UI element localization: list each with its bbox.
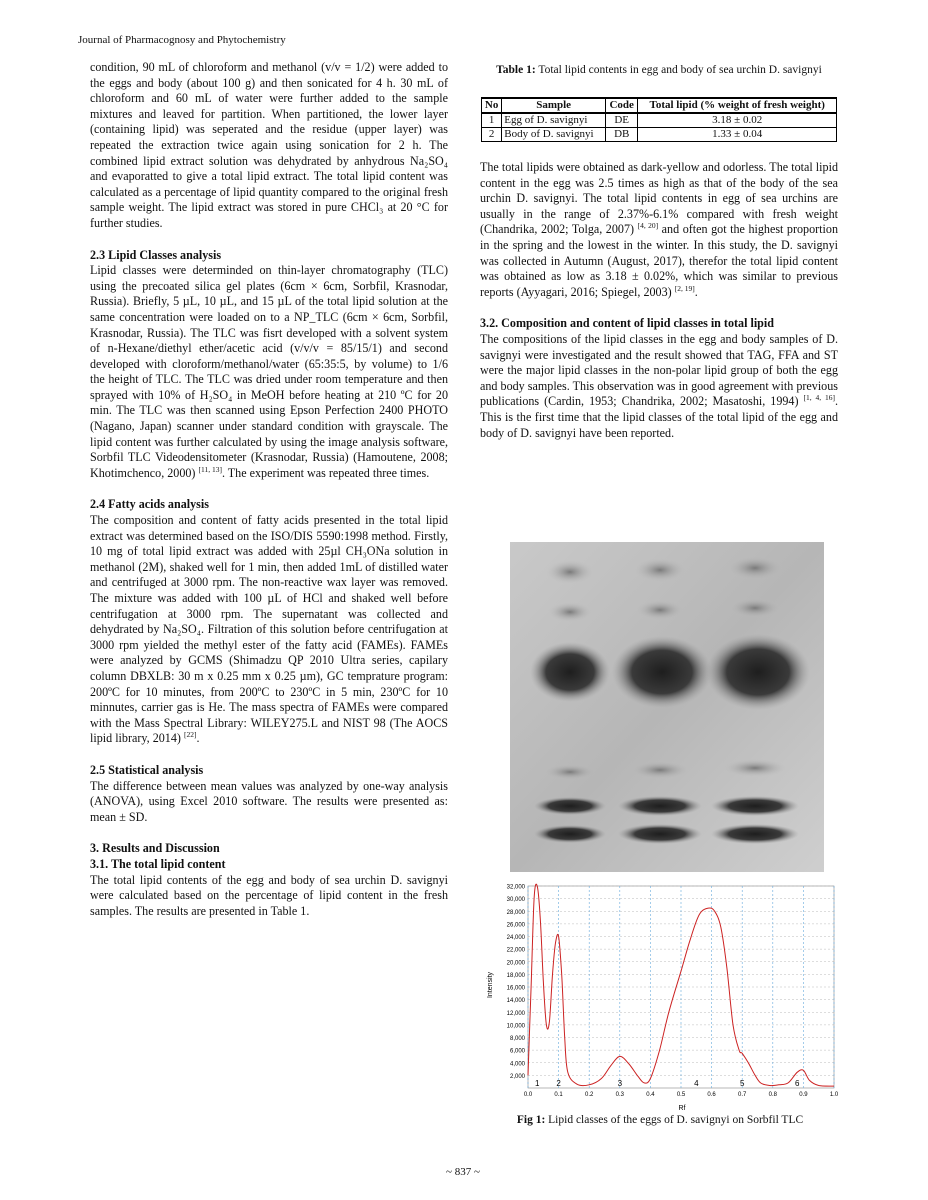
paragraph-lipid-composition: The compositions of the lipid classes in the egg and body samples of D. savignyi were investigated and the result showed that TAG, FFA and ST were the major lipid classes in the non-polar lipid group of both the egg and body samples. This observation was in good agreement with previous publications (Cardin, 1953; Chandrika, 2002; Masatoshi, 1994) [1, 4, 16]. This is the first time that the lipid classes of the total lipid of the egg and body of D. savignyi have been reported. — [480, 331, 838, 440]
table-row: 2 Body of D. savignyi DB 1.33 ± 0.04 — [482, 128, 837, 142]
table-header: No — [482, 98, 502, 113]
citation: [4, 20] — [637, 221, 659, 231]
paragraph-total-lipid: The total lipid contents of the egg and body of sea urchin D. savignyi were calculated based on the percentage of lipid content in the fresh samples. The results are presented in Table 1. — [90, 872, 448, 918]
densitometry-chart — [482, 880, 842, 1112]
x-tick-label: 1.0 — [829, 1092, 839, 1098]
y-tick-label: 14,000 — [506, 998, 525, 1005]
heading-fatty-acids: 2.4 Fatty acids analysis — [90, 497, 209, 512]
x-tick-label: 0.3 — [615, 1092, 624, 1098]
x-tick-label: 0.1 — [554, 1092, 563, 1098]
heading-total-lipid: 3.1. The total lipid content — [90, 856, 226, 871]
y-tick-label: 6,000 — [509, 1048, 525, 1055]
heading-results: 3. Results and Discussion — [90, 841, 220, 856]
y-tick-label: 2,000 — [509, 1073, 525, 1080]
x-tick-label: 0.7 — [738, 1092, 747, 1098]
paragraph-statistical: The difference between mean values was analyzed by one-way analysis (ANOVA), using Excel 2010 software. The results were presented as: mean ± SD. — [90, 778, 448, 824]
y-tick-label: 8,000 — [509, 1036, 525, 1042]
x-tick-label: 0.2 — [585, 1092, 594, 1098]
y-tick-label: 32,000 — [506, 884, 525, 891]
table-1 — [481, 97, 837, 142]
table-header: Code — [606, 98, 638, 113]
y-axis-label: Intensity — [487, 971, 494, 999]
journal-header: Journal of Pharmacognosy and Phytochemistry — [78, 34, 286, 46]
x-tick-label: 0.9 — [799, 1092, 808, 1098]
right-column — [480, 160, 838, 441]
y-tick-label: 20,000 — [506, 960, 525, 967]
x-axis-label: Rf — [678, 1105, 686, 1112]
peak-label: 2 — [556, 1079, 561, 1088]
y-tick-label: 24,000 — [506, 935, 525, 941]
y-tick-label: 26,000 — [506, 922, 525, 929]
left-column — [90, 60, 448, 919]
table-row: 1 Egg of D. savignyi DE 3.18 ± 0.02 — [482, 113, 837, 128]
heading-statistical: 2.5 Statistical analysis — [90, 762, 204, 777]
y-tick-label: 10,000 — [506, 1023, 525, 1030]
table-header: Total lipid (% weight of fresh weight) — [638, 98, 837, 113]
table-header: Sample — [502, 98, 606, 113]
y-tick-label: 18,000 — [506, 972, 525, 979]
heading-lipid-classes: 2.3 Lipid Classes analysis — [90, 247, 222, 262]
peak-label: 1 — [534, 1079, 540, 1088]
citation: [2, 19] — [674, 283, 695, 293]
figure-caption: Fig 1: Lipid classes of the eggs of D. savignyi on Sorbfil TLC — [516, 1114, 804, 1126]
y-tick-label: 4,000 — [509, 1061, 525, 1068]
heading-lipid-composition: 3.2. Composition and content of lipid classes in total lipid — [480, 316, 774, 331]
x-tick-label: 0.5 — [676, 1092, 686, 1098]
citation: [1, 4, 16] — [803, 393, 835, 403]
y-tick-label: 28,000 — [506, 909, 525, 916]
x-tick-label: 0.8 — [768, 1092, 777, 1098]
paragraph-fatty-acids: The composition and content of fatty acids presented in the total lipid extract was determined based on the ISO/DIS 5590:1998 method. Firstly, 10 mg of total lipid extract was added with 25µl CH₃ONa solution in methanol (2M), shaked well for 1 min, then added 1mL of distilled water and centrifuged at 3000 rpm. The non-reactive wax layer was removed. The mixture was added with 100 µL of HCl and shaked well before centrifugation at 3000 rpm. The supernatant was collected and dehydrated by Na₂SO₄. Filtration of this solution before centrifugation at 3000 rpm yielded the methyl ester of the fatty acid (FAMEs). FAMEs were analyzed by GCMS (Shimadzu QP 2010 Ultra series, capilary column DBXLB: 30 m x 0.25 mm x 0.25 µm), GC temprature program: 200ºC for 10 minutes, from 200ºC to 230ºC in 5 min, 230ºC for 10 minnutes, carrier gas is He. The mass spectra of FAMEs were compared with the Mass Spectral Library: WILEY275.L and NIST 98 (The AOCS lipid library, 2014) [22]. — [90, 513, 448, 746]
y-tick-label: 16,000 — [506, 985, 525, 992]
table-caption: Table 1: Total lipid contents in egg and body of sea urchin D. savignyi — [496, 64, 822, 76]
paragraph-total-lipid-discussion: The total lipids were obtained as dark-yellow and odorless. The total lipid content in the egg was 2.5 times as high as that of the body of the sea urchin D. savignyi. The total lipid contents in egg of sea urchins are usually in the range of 2.37%-6.1% compared with fresh weight (Chandrika, 2002; Tolga, 2007) [4, 20] and often got the highest proportion in the spring and the lowest in the winter. In this study, the D. savignyi was collected in Autumn (August, 2017), therefor the total lipid content was obtained as low as 3.18 ± 0.02%, which was similar to previous reports (Ayyagari, 2016; Spiegel, 2003) [2, 19]. — [480, 160, 838, 299]
peak-label: 3 — [617, 1079, 623, 1088]
peak-label: 4 — [694, 1079, 699, 1088]
citation: [22] — [183, 730, 197, 740]
y-tick-label: 22,000 — [506, 947, 525, 954]
paragraph-lipid-classes: Lipid classes were determinded on thin-layer chromatography (TLC) using the precoated silica gel plates (6cm × 6cm, Sorbfil, Krasnodar, Russia). Briefly, 5 µL, 10 µL, and 15 µL of the total lipid solution at the same concentration were loaded on to a NP_TLC (6cm × 6cm, Sorbfil, Krasnodar, Russia). The TLC was fisrt developed with a solvent system of n-Hexane/diethyl ether/acetic acid (v/v/v = 85/15/1) and second developed with cloroform/methanol/water (65:35:5, by volume) to 1/6 the height of TLC. The TLC was dried under room temperature and then sprayed with 10% of H₂SO₄ in MeOH before heating at 210 ºC for 20 min. The TLC was then scanned using Epson Perfection 2400 PHOTO (Nagano, Japan) scanner under standard condition with grayscale. The lipid content was further calculated by using the image analysis software, Sorbfil TLC Videodensitometer (Krasnodar, Russia) (Hamoutene, 2008; Khotimchenco, 2000) [11, 13]. The experiment was repeated three times. — [90, 263, 448, 480]
x-tick-label: 0.4 — [646, 1092, 655, 1098]
y-tick-label: 12,000 — [506, 1010, 525, 1017]
citation: [11, 13] — [198, 464, 222, 474]
x-tick-label: 0.0 — [523, 1092, 533, 1098]
y-tick-label: 30,000 — [506, 897, 525, 904]
paragraph-extraction: condition, 90 mL of chloroform and methanol (v/v = 1/2) were added to the eggs and body (about 100 g) and then sonicated for 4 h. 30 mL of chloroform and 60 mL of water were further added to the sample mixtures and leaved for partition. When partitioned, the lower layer (containing lipid) was seperated and the residue (upper layer) was repeated the extraction twice again using sonication for 2 h. The combined lipid extract solution was dehydrated by anhydrous Na₂SO₄ and evaporatted to give a total lipid extract. The total lipid content was calculated as a percentage of lipid quantity compared to the original fresh sample weight. The lipid extract was stored in pure CHCl₃ at 20 °C for further studies. — [90, 60, 448, 230]
peak-label: 5 — [739, 1079, 745, 1088]
page-number: ~ 837 ~ — [446, 1166, 480, 1178]
x-tick-label: 0.6 — [707, 1092, 716, 1098]
tlc-plate-image — [510, 542, 824, 872]
peak-label: 6 — [795, 1079, 800, 1088]
